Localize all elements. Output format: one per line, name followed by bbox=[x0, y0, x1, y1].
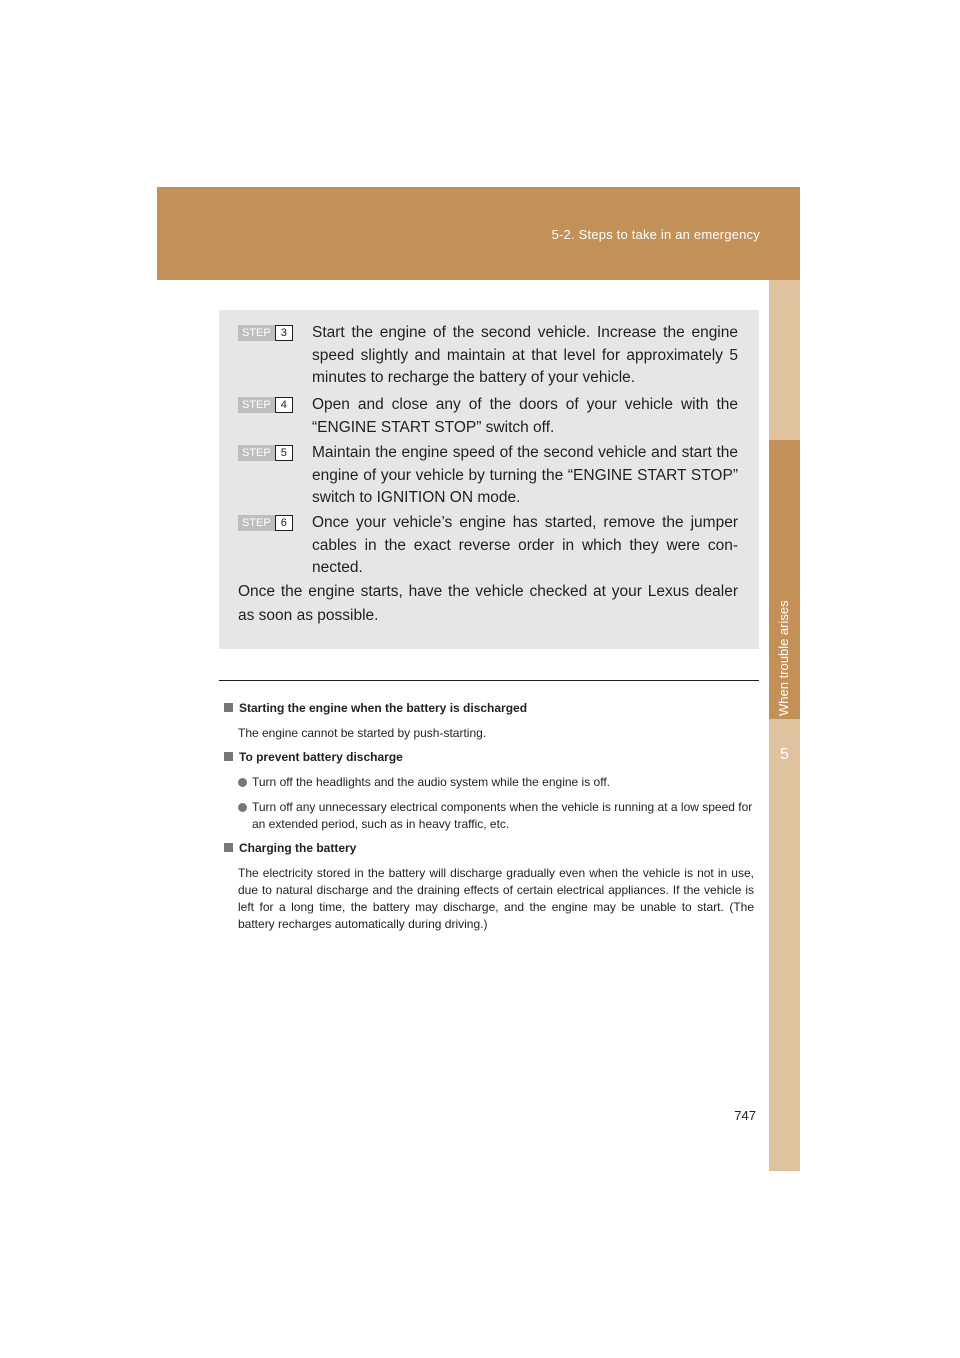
note-bullet: Turn off any unnecessary electrical components when the vehicle is running at a low speed for an extended period, such as in heavy traffic, etc. bbox=[238, 799, 754, 833]
circle-bullet-icon bbox=[238, 778, 247, 787]
header-band bbox=[157, 187, 800, 280]
note-heading-prevent: To prevent battery discharge bbox=[224, 749, 754, 766]
step-5 bbox=[238, 442, 738, 510]
notes-section bbox=[224, 700, 754, 933]
note-body-starting: The engine cannot be started by push-starting. bbox=[238, 726, 487, 740]
step-badge: STEP 5 bbox=[238, 445, 293, 461]
closing-text: Once the engine starts, have the vehicle checked at your Lexus dealer as soon as possible. bbox=[238, 583, 738, 624]
chapter-label: When trouble arises bbox=[776, 600, 791, 716]
note-heading-starting: Starting the engine when the battery is discharged bbox=[224, 700, 754, 717]
note-bullet: Turn off the headlights and the audio system while the engine is off. bbox=[238, 774, 754, 791]
circle-bullet-icon bbox=[238, 803, 247, 812]
divider bbox=[219, 680, 759, 681]
chapter-side-tab bbox=[769, 280, 800, 1171]
step-6 bbox=[238, 512, 738, 580]
square-bullet-icon bbox=[224, 703, 233, 712]
step-badge: STEP 4 bbox=[238, 397, 293, 413]
step-text: Open and close any of the doors of your vehicle with the “ENGINE START STOP” switch off. bbox=[312, 396, 738, 436]
steps-box bbox=[219, 310, 759, 649]
note-body-charging: The electricity stored in the battery will discharge gradually even when the vehicle is not in use, due to natural discharge and the draining effects of certain electrical appliances. If the vehicle is left for a long time, the battery may discharge, and the engine may be unable to start. (The battery recharges automatically during driving.) bbox=[238, 866, 754, 931]
note-heading-charging: Charging the battery bbox=[224, 840, 754, 857]
step-text: Start the engine of the second vehicle. Increase the engine speed slightly and maintain at that level for approximately 5 minutes to recharge the battery of your vehicle. bbox=[312, 324, 738, 386]
step-4 bbox=[238, 394, 738, 439]
step-badge: STEP 3 bbox=[238, 325, 293, 341]
square-bullet-icon bbox=[224, 752, 233, 761]
square-bullet-icon bbox=[224, 843, 233, 852]
step-text: Once your vehicle’s engine has started, remove the jumper cables in the exact reverse order in which they were con-nected. bbox=[312, 514, 738, 576]
page-number: 747 bbox=[734, 1108, 756, 1123]
step-text: Maintain the engine speed of the second vehicle and start the engine of your vehicle by turning the “ENGINE START STOP” switch to IGNITION ON mode. bbox=[312, 444, 738, 506]
section-title: 5-2. Steps to take in an emergency bbox=[551, 227, 760, 242]
step-3 bbox=[238, 322, 738, 390]
step-badge: STEP 6 bbox=[238, 515, 293, 531]
chapter-number: 5 bbox=[780, 746, 789, 763]
